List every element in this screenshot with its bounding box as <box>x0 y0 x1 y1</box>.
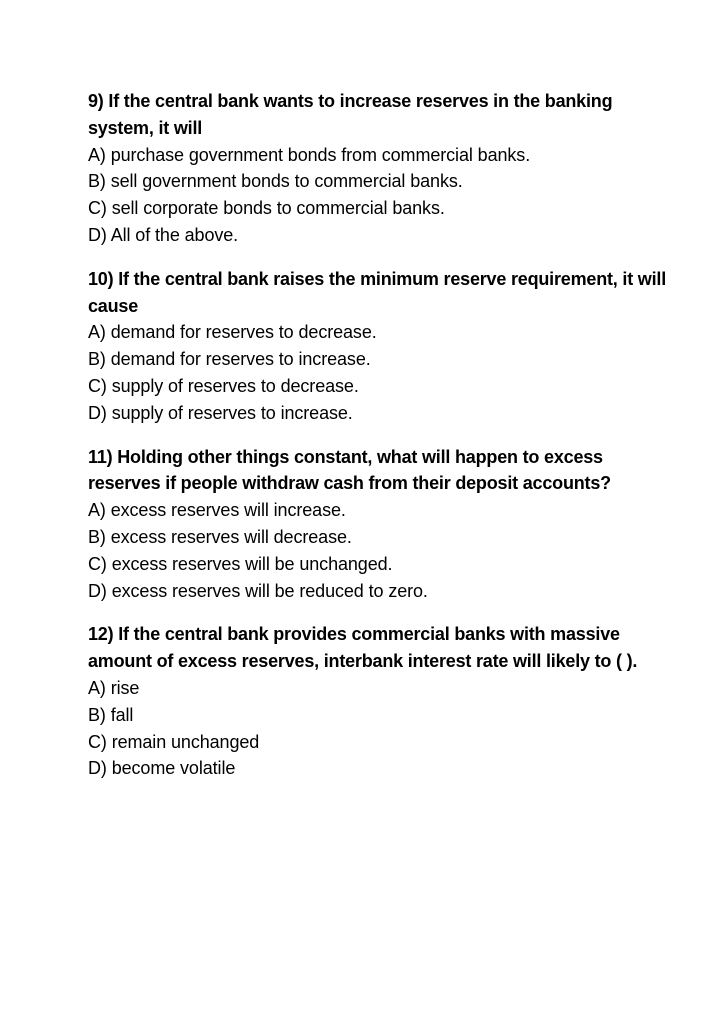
option-b: B) fall <box>88 704 134 725</box>
question-text: 12) If the central bank provides commercial banks with massive amount of excess reserves, interbank interest rate will likely to ( ). <box>88 624 638 672</box>
option-b: B) sell government bonds to commercial banks. <box>88 171 463 192</box>
document-page <box>88 88 668 799</box>
option-c: C) remain unchanged <box>88 731 260 752</box>
question-text: 11) Holding other things constant, what will happen to excess reserves if people withdraw cash from their deposit accounts? <box>88 446 611 494</box>
option-b: B) excess reserves will decrease. <box>88 526 352 547</box>
option-c: C) supply of reserves to decrease. <box>88 375 359 396</box>
option-d: D) All of the above. <box>88 224 239 245</box>
option-a: A) purchase government bonds from commercial banks. <box>88 144 531 165</box>
question-9 <box>88 88 668 249</box>
question-11 <box>88 444 668 605</box>
option-c: C) sell corporate bonds to commercial banks. <box>88 198 445 219</box>
option-a: A) demand for reserves to decrease. <box>88 322 377 343</box>
option-b: B) demand for reserves to increase. <box>88 349 371 370</box>
question-10 <box>88 266 668 427</box>
question-text: 9) If the central bank wants to increase reserves in the banking system, it will <box>88 91 613 138</box>
question-12 <box>88 621 668 782</box>
option-d: D) excess reserves will be reduced to zero. <box>88 580 428 601</box>
option-a: A) excess reserves will increase. <box>88 500 346 521</box>
option-a: A) rise <box>88 677 140 698</box>
option-d: D) become volatile <box>88 758 236 779</box>
option-d: D) supply of reserves to increase. <box>88 402 353 423</box>
question-text: 10) If the central bank raises the minimum reserve requirement, it will cause <box>88 268 667 316</box>
option-c: C) excess reserves will be unchanged. <box>88 553 393 574</box>
